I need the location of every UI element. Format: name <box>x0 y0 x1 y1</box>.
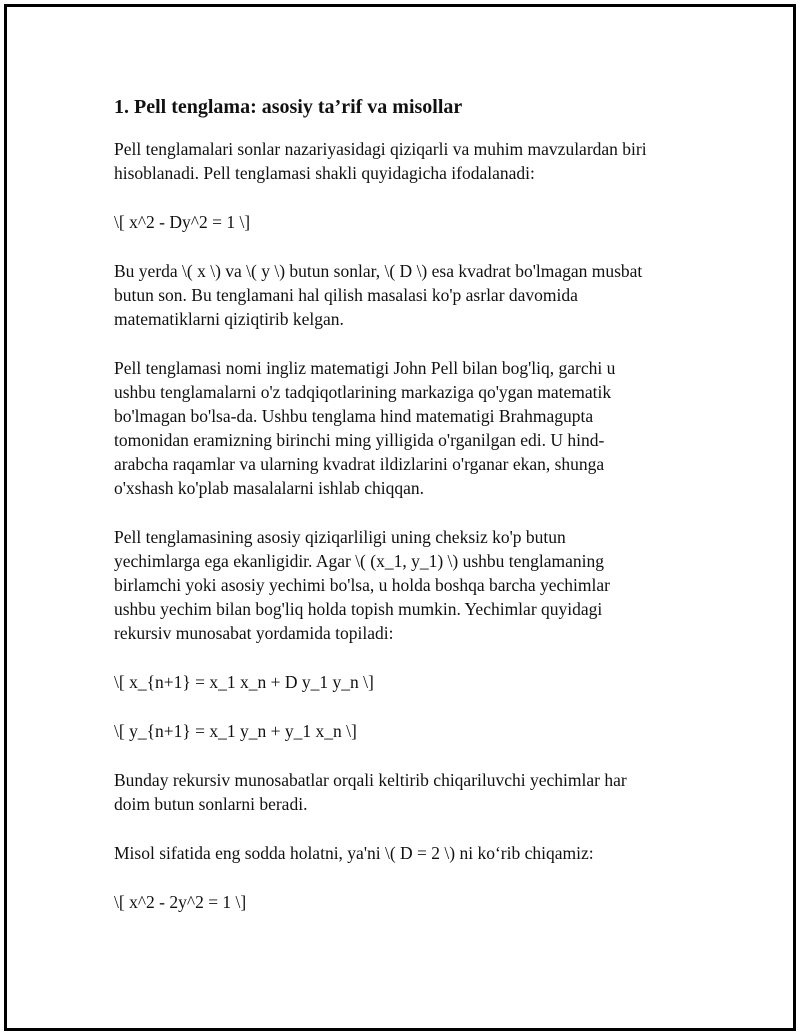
equation-recursion-y: \[ y_{n+1} = x_1 y_n + y_1 x_n \] <box>114 721 357 741</box>
paragraph-definitions: Bu yerda \( x \) va \( y \) butun sonlar, \( D \) esa kvadrat bo'lmagan musbat butun son. Bu tenglamani hal qilish masalasi ko'p asrlar davomida matematiklarni qiziqtirib kelgan. <box>114 261 643 329</box>
paragraph-intro: Pell tenglamalari sonlar nazariyasidagi qiziqarli va muhim mavzulardan biri hisoblanadi. Pell tenglamasi shakli quyidagicha ifodalanadi: <box>114 139 647 183</box>
section-heading: 1. Pell tenglama: asosiy ta’rif va misollar <box>114 96 463 118</box>
paragraph-solutions: Pell tenglamasining asosiy qiziqarliligi uning cheksiz ko'p butun yechimlarga ega ekanligidir. Agar \( (x_1, y_1) \) ushbu tenglamaning birlamchi yoki asosiy yechimi bo'lsa, u holda boshqa barcha yechimlar ushbu yechim bilan bog'liq holda topish mumkin. Yechimlar quyidagi rekursiv munosabat yordamida topiladi: <box>114 527 610 643</box>
paragraph-example-intro: Misol sifatida eng sodda holatni, ya'ni \( D = 2 \) ni ko‘rib chiqamiz: <box>114 843 594 863</box>
document-body <box>114 94 694 939</box>
paragraph-history: Pell tenglamasi nomi ingliz matematigi John Pell bilan bog'liq, garchi u ushbu tenglamalarni o'z tadqiqotlarining markaziga qo'ygan matematik bo'lmagan bo'lsa-da. Ushbu tenglama hind matematigi Brahmagupta tomonidan eramizning birinchi ming yilligida o'rganilgan edi. U hind- arabcha raqamlar va ularning kvadrat ildizlarini o'rganar ekan, shunga o'xshash ko'plab masalalarni ishlab chiqqan. <box>114 358 616 498</box>
paragraph-integer-note: Bunday rekursiv munosabatlar orqali keltirib chiqariluvchi yechimlar har doim butun sonlarni beradi. <box>114 770 627 814</box>
equation-recursion-x: \[ x_{n+1} = x_1 x_n + D y_1 y_n \] <box>114 672 374 692</box>
equation-pell-general: \[ x^2 - Dy^2 = 1 \] <box>114 212 251 232</box>
equation-pell-d2: \[ x^2 - 2y^2 = 1 \] <box>114 892 247 912</box>
